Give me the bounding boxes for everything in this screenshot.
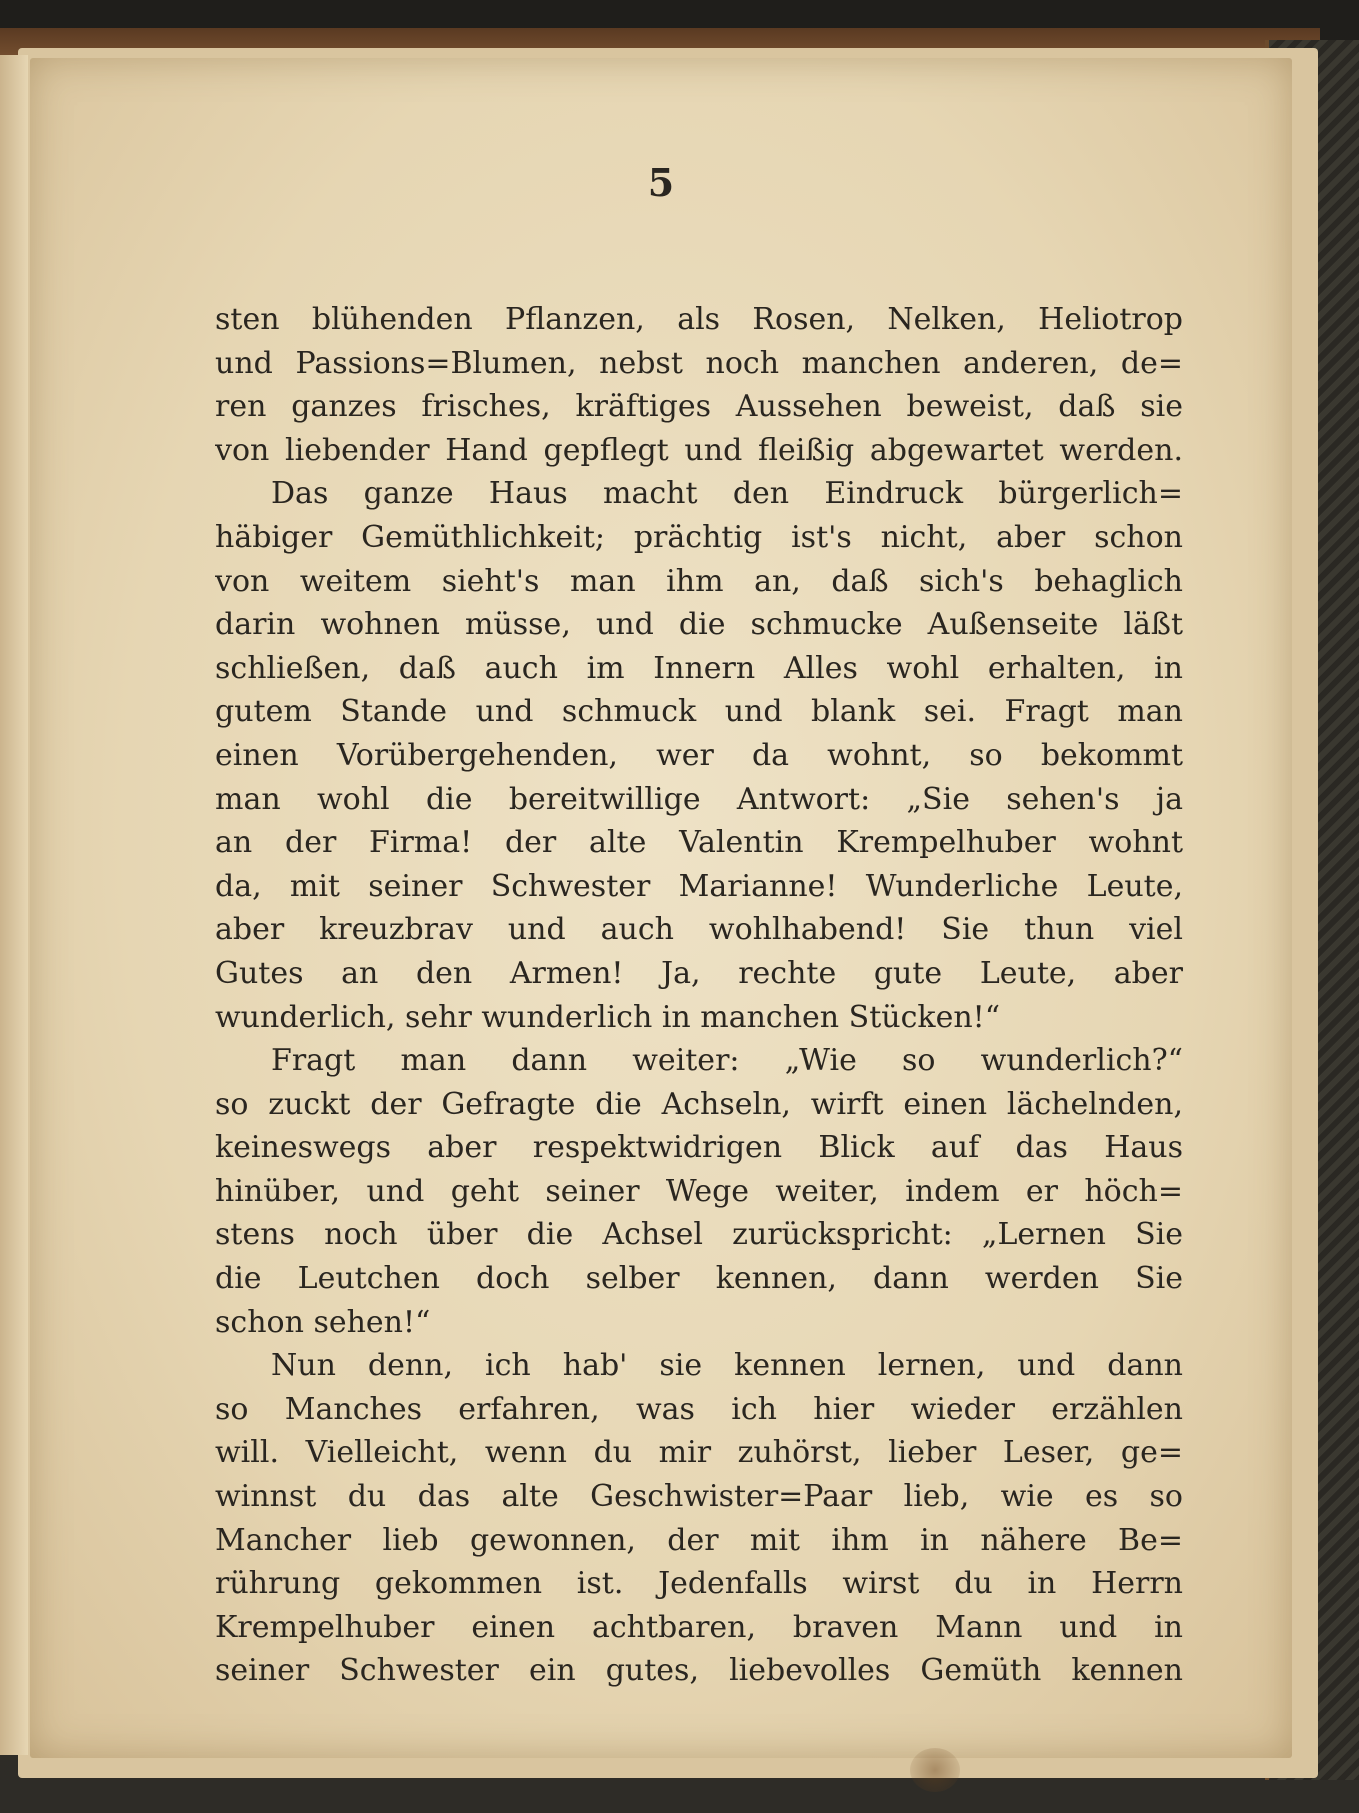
text-line: von liebender Hand gepflegt und fleißig abgewartet werden. bbox=[215, 432, 1183, 468]
text-line: man wohl die bereitwillige Antwort: „Sie sehen's ja bbox=[215, 781, 1183, 817]
text-line: sten blühenden Pflanzen, als Rosen, Nelken, Heliotrop bbox=[215, 302, 1183, 337]
text-line: gutem Stande und schmuck und blank sei. Fragt man bbox=[215, 694, 1183, 730]
book-page bbox=[30, 58, 1292, 1758]
text-line: keineswegs aber respektwidrigen Blick auf das Haus bbox=[215, 1130, 1183, 1166]
body-text bbox=[215, 298, 1183, 1693]
text-line: so zuckt der Gefragte die Achseln, wirft einen lächelnden, bbox=[215, 1086, 1183, 1122]
text-line: an der Firma! der alte Valentin Krempelhuber wohnt bbox=[215, 825, 1183, 861]
text-line: darin wohnen müsse, und die schmucke Außenseite läßt bbox=[215, 607, 1183, 643]
text-line: stens noch über die Achsel zurückspricht: „Lernen Sie bbox=[215, 1217, 1183, 1253]
text-line: Mancher lieb gewonnen, der mit ihm in nähere Be= bbox=[215, 1522, 1183, 1558]
page-number: 5 bbox=[647, 160, 675, 205]
text-line: seiner Schwester ein gutes, liebevolles Gemüth kennen bbox=[215, 1653, 1183, 1689]
text-line: Das ganze Haus macht den Eindruck bürgerlich= bbox=[271, 476, 1183, 512]
text-line: und Passions=Blumen, nebst noch manchen anderen, de= bbox=[215, 345, 1183, 381]
previous-page-edge bbox=[0, 55, 28, 1755]
text-line: die Leutchen doch selber kennen, dann werden Sie bbox=[215, 1261, 1183, 1297]
text-line: so Manches erfahren, was ich hier wieder erzählen bbox=[215, 1391, 1183, 1427]
text-line: einen Vorübergehenden, wer da wohnt, so bekommt bbox=[215, 737, 1183, 773]
text-line: will. Vielleicht, wenn du mir zuhörst, lieber Leser, ge= bbox=[215, 1435, 1183, 1471]
text-line: von weitem sieht's man ihm an, daß sich's behaglich bbox=[215, 563, 1183, 599]
text-line: häbiger Gemüthlichkeit; prächtig ist's nicht, aber schon bbox=[215, 519, 1183, 555]
text-line: winnst du das alte Geschwister=Paar lieb, wie es so bbox=[215, 1479, 1183, 1515]
text-line: wunderlich, sehr wunderlich in manchen Stücken!“ bbox=[215, 999, 1001, 1035]
text-line: Fragt man dann weiter: „Wie so wunderlich?“ bbox=[271, 1043, 1183, 1079]
text-line: Nun denn, ich hab' sie kennen lernen, und dann bbox=[271, 1348, 1183, 1384]
text-line: ren ganzes frisches, kräftiges Aussehen beweist, daß sie bbox=[215, 389, 1183, 425]
text-line: Krempelhuber einen achtbaren, braven Mann und in bbox=[215, 1609, 1183, 1645]
text-line: schließen, daß auch im Innern Alles wohl erhalten, in bbox=[215, 650, 1183, 686]
text-line: aber kreuzbrav und auch wohlhabend! Sie thun viel bbox=[215, 912, 1183, 948]
text-line: hinüber, und geht seiner Wege weiter, indem er höch= bbox=[215, 1173, 1183, 1209]
text-line: schon sehen!“ bbox=[215, 1304, 431, 1340]
text-line: da, mit seiner Schwester Marianne! Wunderliche Leute, bbox=[215, 868, 1183, 904]
paper-stain bbox=[910, 1748, 960, 1792]
text-line: Gutes an den Armen! Ja, rechte gute Leute, aber bbox=[215, 955, 1183, 991]
text-line: rührung gekommen ist. Jedenfalls wirst du in Herrn bbox=[215, 1566, 1183, 1602]
